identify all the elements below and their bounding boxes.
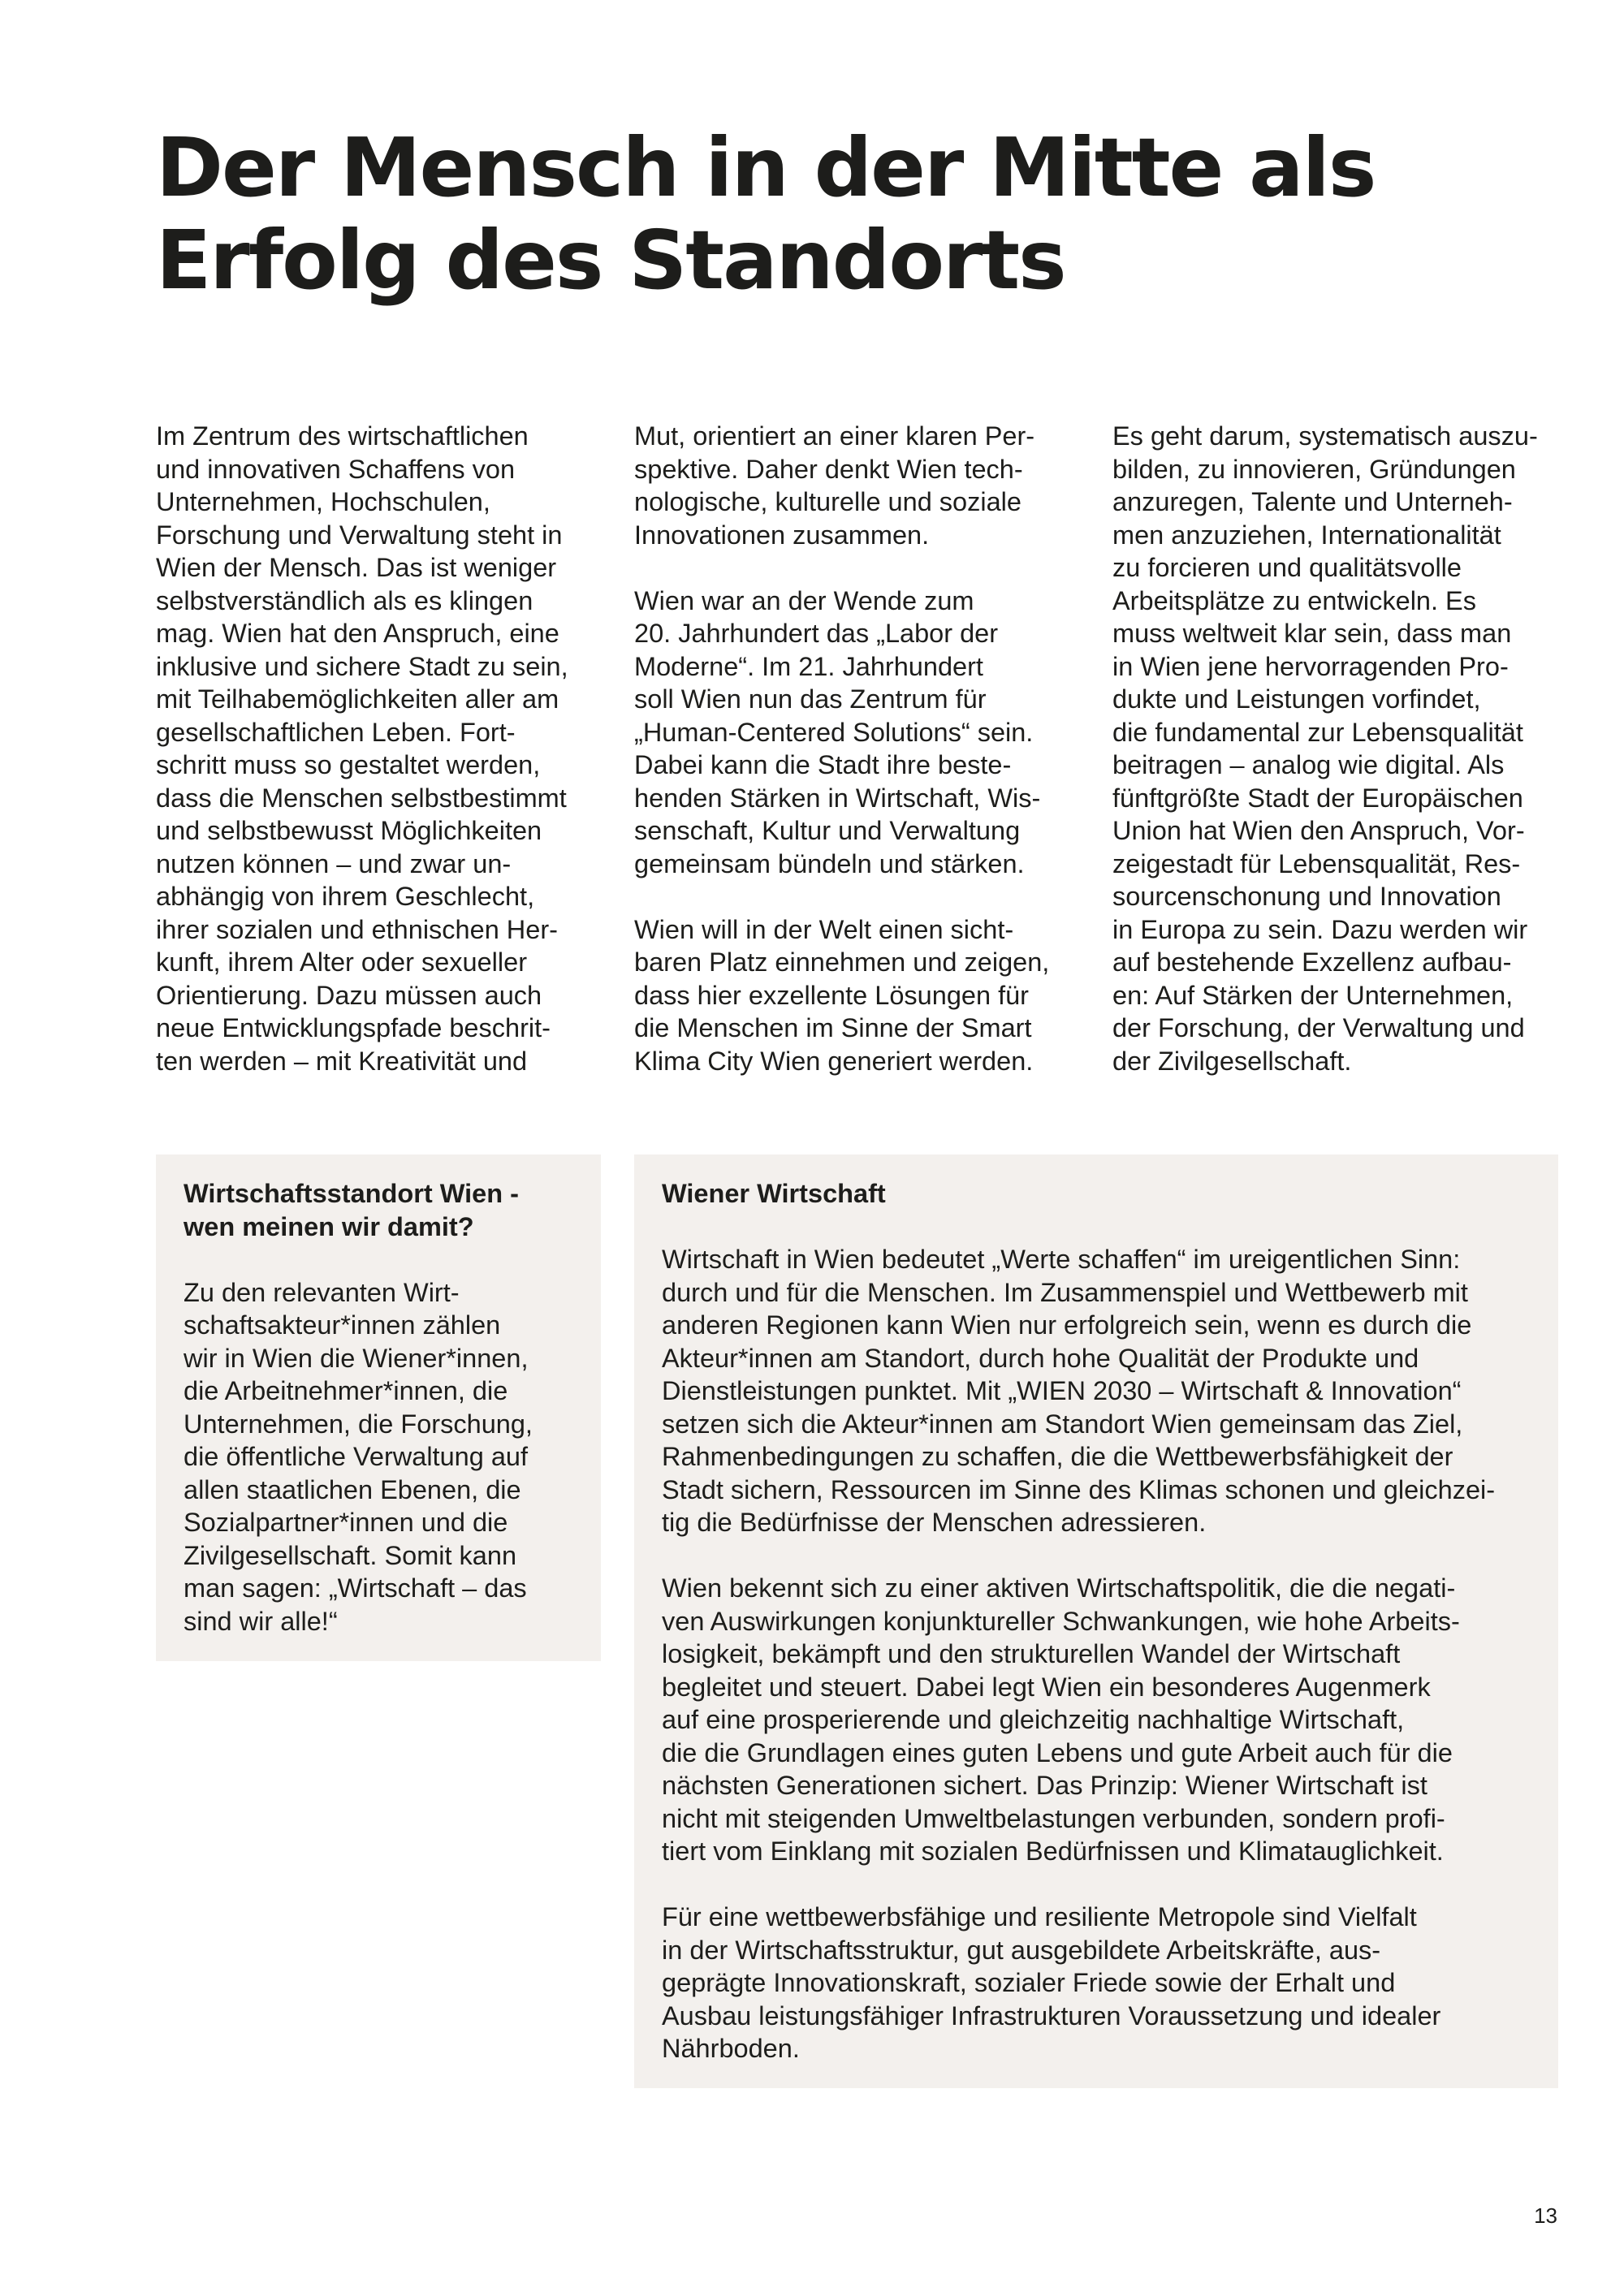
text-line: Unternehmen, Hochschulen, xyxy=(156,487,490,516)
text-line: Ausbau leistungsfähiger Infrastrukturen Voraussetzung und idealer xyxy=(662,2000,1441,2031)
text-line: und innovativen Schaffens von xyxy=(156,454,516,484)
text-line: fünftgrößte Stadt der Europäischen xyxy=(1112,783,1523,813)
text-column-3 xyxy=(1112,420,1575,1077)
text-column-2 xyxy=(634,420,1097,1077)
text-line: Wien der Mensch. Das ist weniger xyxy=(156,553,557,582)
text-line: losigkeit, bekämpft und den strukturellen Wandel der Wirtschaft xyxy=(662,1639,1401,1668)
text-line: Nährboden. xyxy=(662,2034,800,2063)
text-line: setzen sich die Akteur*innen am Standort Wien gemeinsam das Ziel, xyxy=(662,1409,1463,1439)
text-line: schritt muss so gestaltet werden, xyxy=(156,750,541,779)
text-line: Zivilgesellschaft. Somit kann xyxy=(184,1540,517,1570)
text-line: gemeinsam bündeln und stärken. xyxy=(634,848,1025,878)
text-line: die fundamental zur Lebensqualität xyxy=(1112,717,1523,747)
text-line: Union hat Wien den Anspruch, Vor- xyxy=(1112,816,1525,845)
text-line: Mut, orientiert an einer klaren Per- xyxy=(634,421,1035,451)
text-line: Wien will in der Welt einen sicht- xyxy=(634,914,1014,944)
text-line: dass die Menschen selbstbestimmt xyxy=(156,783,567,813)
text-column-1 xyxy=(156,420,619,1077)
paragraph xyxy=(662,1901,1531,2065)
text-line: Akteur*innen am Standort, durch hohe Qualität der Produkte und xyxy=(662,1343,1419,1373)
text-line: dass hier exzellente Lösungen für xyxy=(634,980,1030,1010)
text-line: ihrer sozialen und ethnischen Her- xyxy=(156,914,558,944)
text-line: men anzuziehen, Internationalität xyxy=(1112,520,1501,550)
text-line: Wirtschaftsstandort Wien - xyxy=(184,1179,519,1208)
text-line: selbstverständlich als es klingen xyxy=(156,585,533,615)
paragraph xyxy=(634,420,1097,551)
text-line: auf bestehende Exzellenz aufbau- xyxy=(1112,947,1512,977)
text-line: bilden, zu innovieren, Gründungen xyxy=(1112,454,1516,484)
text-line: Im Zentrum des wirtschaftlichen xyxy=(156,421,529,451)
text-line: Unternehmen, die Forschung, xyxy=(184,1409,533,1439)
text-line: inklusive und sichere Stadt zu sein, xyxy=(156,651,568,681)
text-line: wir in Wien die Wiener*innen, xyxy=(184,1343,529,1373)
text-line: man sagen: „Wirtschaft – das xyxy=(184,1573,527,1603)
text-line: der Zivilgesellschaft. xyxy=(1112,1046,1352,1076)
text-line: en: Auf Stärken der Unternehmen, xyxy=(1112,980,1514,1010)
text-line: die Arbeitnehmer*innen, die xyxy=(184,1376,508,1405)
text-line: nicht mit steigenden Umweltbelastungen verbunden, sondern profi- xyxy=(662,1803,1445,1833)
page-number: 13 xyxy=(1534,2203,1557,2228)
text-line: soll Wien nun das Zentrum für xyxy=(634,684,987,714)
text-line: baren Platz einnehmen und zeigen, xyxy=(634,947,1050,977)
text-line: in Wien jene hervorragenden Pro- xyxy=(1112,651,1509,681)
info-box-title xyxy=(184,1177,573,1243)
text-line: Dienstleistungen punktet. Mit „WIEN 2030 – Wirtschaft & Innovation“ xyxy=(662,1376,1462,1405)
text-line: schaftsakteur*innen zählen xyxy=(184,1310,501,1340)
text-line: Klima City Wien generiert werden. xyxy=(634,1046,1034,1076)
text-line: wen meinen wir damit? xyxy=(184,1211,474,1241)
text-line: dukte und Leistungen vorfindet, xyxy=(1112,684,1481,714)
text-line: die die Grundlagen eines guten Lebens und gute Arbeit auch für die xyxy=(662,1737,1453,1767)
text-line: die Menschen im Sinne der Smart xyxy=(634,1013,1032,1042)
text-line: durch und für die Menschen. Im Zusammenspiel und Wettbewerb mit xyxy=(662,1277,1468,1307)
text-line: neue Entwicklungspfade beschrit- xyxy=(156,1013,551,1042)
text-line: Forschung und Verwaltung steht in xyxy=(156,520,563,550)
text-line: henden Stärken in Wirtschaft, Wis- xyxy=(634,783,1041,813)
text-line: Wien bekennt sich zu einer aktiven Wirtschaftspolitik, die die negati- xyxy=(662,1573,1456,1603)
page-title-line: Der Mensch in der Mitte als xyxy=(156,120,1376,215)
text-line: auf eine prosperierende und gleichzeitig nachhaltige Wirtschaft, xyxy=(662,1705,1405,1734)
text-line: Arbeitsplätze zu entwickeln. Es xyxy=(1112,585,1476,615)
paragraph xyxy=(662,1243,1531,1539)
text-line: mit Teilhabemöglichkeiten aller am xyxy=(156,684,559,714)
text-line: sourcenschonung und Innovation xyxy=(1112,882,1501,911)
text-line: Moderne“. Im 21. Jahrhundert xyxy=(634,651,983,681)
text-line: Orientierung. Dazu müssen auch xyxy=(156,980,542,1010)
text-line: beitragen – analog wie digital. Als xyxy=(1112,750,1505,779)
text-line: Es geht darum, systematisch auszu- xyxy=(1112,421,1538,451)
paragraph xyxy=(156,420,619,1077)
text-line: zu forcieren und qualitätsvolle xyxy=(1112,553,1462,582)
text-line: senschaft, Kultur und Verwaltung xyxy=(634,816,1021,845)
text-line: gesellschaftlichen Leben. Fort- xyxy=(156,717,516,747)
text-line: nologische, kulturelle und soziale xyxy=(634,487,1021,516)
text-line: in der Wirtschaftsstruktur, gut ausgebildete Arbeitskräfte, aus- xyxy=(662,1935,1381,1965)
text-line: tig die Bedürfnisse der Menschen adressieren. xyxy=(662,1508,1207,1537)
text-line: sind wir alle!“ xyxy=(184,1606,338,1636)
text-line: nächsten Generationen sichert. Das Prinzip: Wiener Wirtschaft ist xyxy=(662,1771,1427,1800)
text-line: Dabei kann die Stadt ihre beste- xyxy=(634,750,1012,779)
text-line: allen staatlichen Ebenen, die xyxy=(184,1474,521,1504)
text-line: 20. Jahrhundert das „Labor der xyxy=(634,619,999,648)
text-line: mag. Wien hat den Anspruch, eine xyxy=(156,619,559,648)
paragraph xyxy=(662,1572,1531,1868)
text-line: begleitet und steuert. Dabei legt Wien ein besonderes Augenmerk xyxy=(662,1672,1431,1702)
text-line: muss weltweit klar sein, dass man xyxy=(1112,619,1512,648)
paragraph xyxy=(1112,420,1575,1077)
text-line: nutzen können – und zwar un- xyxy=(156,848,512,878)
page-title-line: Erfolg des Standorts xyxy=(156,213,1065,308)
text-line: Wirtschaft in Wien bedeutet „Werte schaffen“ im ureigentlichen Sinn: xyxy=(662,1245,1461,1274)
text-line: tiert vom Einklang mit sozialen Bedürfnissen und Klimatauglichkeit. xyxy=(662,1836,1444,1866)
text-line: der Forschung, der Verwaltung und xyxy=(1112,1013,1525,1042)
text-line: und selbstbewusst Möglichkeiten xyxy=(156,816,542,845)
text-line: in Europa zu sein. Dazu werden wir xyxy=(1112,914,1528,944)
text-line: geprägte Innovationskraft, sozialer Friede sowie der Erhalt und xyxy=(662,1968,1396,1997)
text-line: Sozialpartner*innen und die xyxy=(184,1508,508,1537)
text-line: spektive. Daher denkt Wien tech- xyxy=(634,454,1023,484)
paragraph xyxy=(634,913,1097,1078)
info-box-title: Wiener Wirtschaft xyxy=(662,1179,886,1208)
text-line: anderen Regionen kann Wien nur erfolgreich sein, wenn es durch die xyxy=(662,1310,1472,1340)
text-line: ten werden – mit Kreativität und xyxy=(156,1046,528,1076)
text-line: Für eine wettbewerbsfähige und resiliente Metropole sind Vielfalt xyxy=(662,1902,1417,1931)
paragraph xyxy=(634,585,1097,881)
info-box-body xyxy=(184,1276,573,1638)
info-box-wirtschaftsstandort xyxy=(156,1154,601,1661)
text-line: Rahmenbedingungen zu schaffen, die die Wettbewerbsfähigkeit der xyxy=(662,1442,1453,1471)
text-line: „Human-Centered Solutions“ sein. xyxy=(634,717,1034,747)
page-title xyxy=(156,122,1496,307)
text-line: die öffentliche Verwaltung auf xyxy=(184,1442,529,1471)
text-line: abhängig von ihrem Geschlecht, xyxy=(156,882,535,911)
text-line: zeigestadt für Lebensqualität, Res- xyxy=(1112,848,1521,878)
text-line: Wien war an der Wende zum xyxy=(634,585,974,615)
text-line: Stadt sichern, Ressourcen im Sinne des Klimas schonen und gleichzei- xyxy=(662,1474,1496,1504)
text-line: anzuregen, Talente und Unterneh- xyxy=(1112,487,1513,516)
text-line: Innovationen zusammen. xyxy=(634,520,930,550)
text-line: ven Auswirkungen konjunktureller Schwankungen, wie hohe Arbeits- xyxy=(662,1606,1460,1636)
text-line: Zu den relevanten Wirt- xyxy=(184,1277,460,1307)
text-line: kunft, ihrem Alter oder sexueller xyxy=(156,947,528,977)
info-box-wiener-wirtschaft xyxy=(634,1154,1558,2088)
